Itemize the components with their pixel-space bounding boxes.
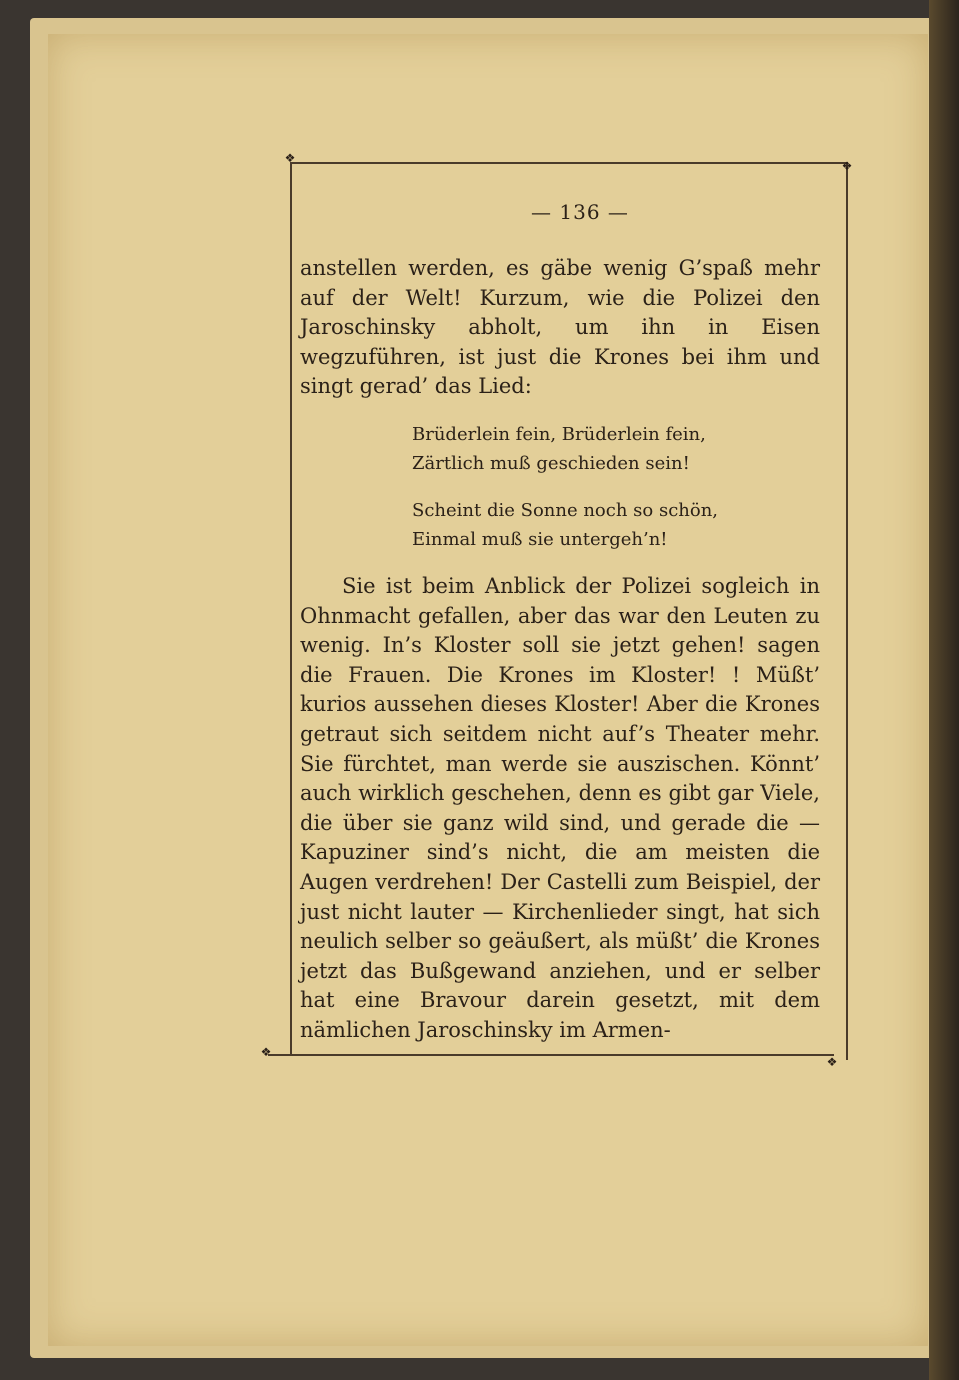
binding-edge	[929, 0, 959, 1380]
verse-line: Scheint die Sonne noch so schön,	[412, 499, 719, 521]
verse-line: Zärtlich muß geschieden sein!	[412, 452, 690, 474]
frame-bottom-rule	[268, 1054, 834, 1056]
frame-top-rule	[292, 162, 848, 164]
page-text	[300, 200, 820, 1045]
body-paragraph: Sie ist beim Anblick der Polizei sogleich in Ohnmacht gefallen, aber das war den Leuten zu wenig. In’s Kloster soll sie jetzt gehen! sagen die Frauen. Die Krones im Kloster! ! Müßt’ kurios aussehen dieses Kloster! Aber die Krones getraut sich seitdem nicht auf’s Theater mehr. Sie fürchtet, man werde sie auszischen. Könnt’ auch wirklich geschehen, denn es gibt gar Viele, die über sie ganz wild sind, und gerade die — Kapuziner sind’s nicht, die am meisten die Augen verdrehen! Der Castelli zum Beispiel, der just nicht lauter — Kirchenlieder singt, hat sich neulich selber so geäußert, als müßt’ die Krones jetzt das Bußgewand anziehen, und er selber hat eine Bravour darein gesetzt, mit dem nämlichen Jaroschinsky im Armen-	[300, 573, 820, 1042]
verse-stanza-1	[412, 420, 820, 478]
frame-right-rule	[846, 165, 848, 1060]
corner-ornament-top-left: ❖	[284, 151, 296, 165]
verse-stanza-2	[412, 496, 820, 554]
frame-left-rule	[290, 162, 292, 1054]
opening-paragraph: anstellen werden, es gäbe wenig G’spaß mehr auf der Welt! Kurzum, wie die Polizei den Jaroschinsky abholt, um ihn in Eisen wegzuführen, ist just die Krones bei ihm und singt gerad’ das Lied:	[300, 256, 820, 399]
page-number: — 136 —	[531, 200, 629, 224]
corner-ornament-bottom-left: ❖	[260, 1045, 272, 1059]
corner-ornament-top-right: ❖	[841, 159, 853, 173]
verse-line: Brüderlein fein, Brüderlein fein,	[412, 423, 706, 445]
corner-ornament-bottom-right: ❖	[826, 1055, 838, 1069]
verse-line: Einmal muß sie untergeh’n!	[412, 528, 668, 550]
